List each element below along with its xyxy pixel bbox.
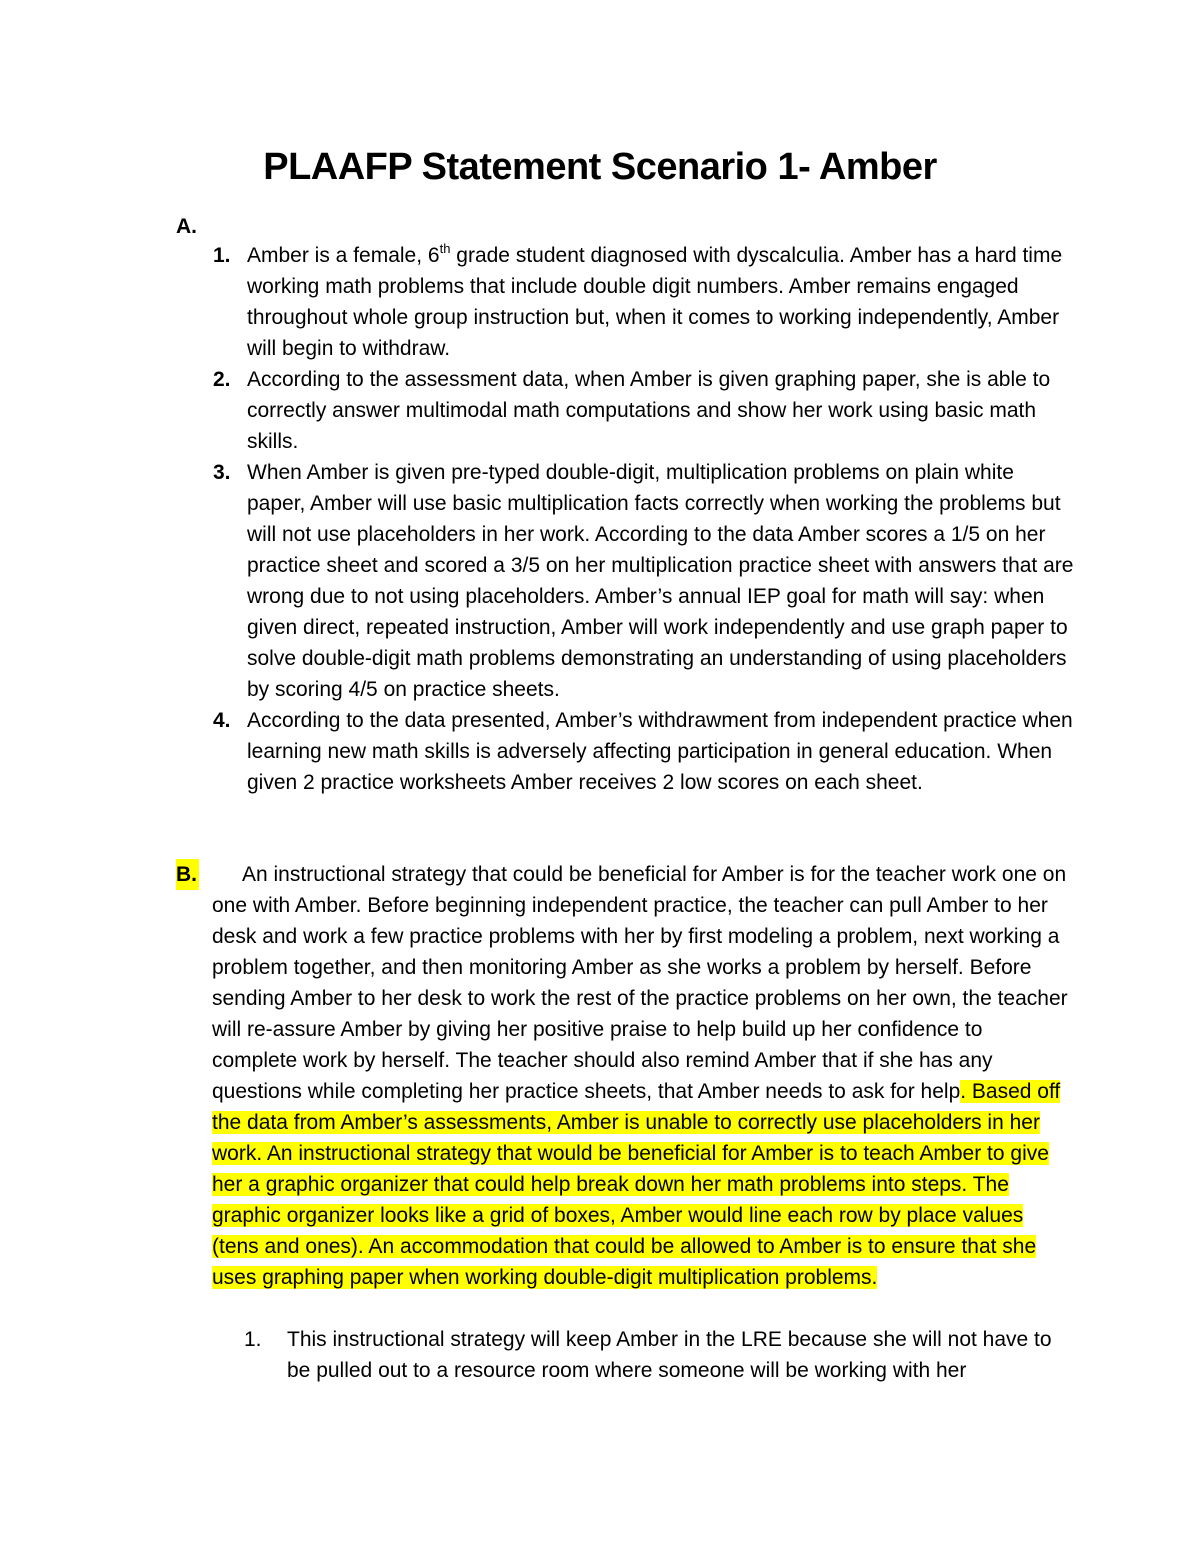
list-item-text: This instructional strategy will keep Amber in the LRE because she will not have to be pulled out to a resource room where someone will be working with her xyxy=(287,1328,1052,1382)
list-item-number: 1. xyxy=(213,244,231,267)
list-item-number: 4. xyxy=(213,709,231,732)
list-item-text: grade student diagnosed with dyscalculia. Amber has a hard time working math problems that include double digit numbers. Amber remains engaged throughout whole group instruction but, when it comes to working independently, Amber will begin to withdraw. xyxy=(247,244,1063,360)
section-b-list xyxy=(244,1324,1067,1386)
list-item-number: 1. xyxy=(244,1328,262,1351)
list-item-number: 2. xyxy=(213,368,231,391)
list-item xyxy=(244,1324,1067,1386)
highlighted-text: . Based off the data from Amber’s assessments, Amber is unable to correctly use placeholders in her work. An instructional strategy that would be beneficial for Amber is to teach Amber to give her a graphic organizer that could help break down her math problems into steps. The graphic organizer looks like a grid of boxes, Amber would line each row by place values (tens and ones). An accommodation that could be allowed to Amber is to ensure that she uses graphing paper when working double-digit multiplication problems. xyxy=(212,1080,1061,1289)
list-item-text-start: Amber is a female, 6 xyxy=(247,244,440,267)
section-a-marker: A. xyxy=(176,215,197,238)
page-title: PLAAFP Statement Scenario 1- Amber xyxy=(263,146,937,188)
list-item-number: 3. xyxy=(213,461,231,484)
list-item-text: When Amber is given pre-typed double-digit, multiplication problems on plain white paper, Amber will use basic multiplication facts correctly when working the problems but will not use placeholders in her work. According to the data Amber scores a 1/5 on her practice sheet and scored a 3/5 on her multiplication practice sheet with answers that are wrong due to not using placeholders. Amber’s annual IEP goal for math will say: when given direct, repeated instruction, Amber will work independently and use graph paper to solve double-digit math problems demonstrating an understanding of using placeholders by scoring 4/5 on practice sheets. xyxy=(247,461,1074,701)
list-item xyxy=(213,240,1077,364)
list-item xyxy=(213,364,1077,457)
superscript: th xyxy=(439,241,451,256)
list-item xyxy=(213,457,1077,705)
section-a-list xyxy=(213,240,1077,798)
list-item-text: According to the assessment data, when Amber is given graphing paper, she is able to correctly answer multimodal math computations and show her work using basic math skills. xyxy=(247,368,1051,453)
section-b-paragraph xyxy=(212,859,1070,1293)
section-b-text: An instructional strategy that could be beneficial for Amber is for the teacher work one on one with Amber. Before beginning independent practice, the teacher can pull Amber to her desk and work a few practice problems with her by first modeling a problem, next working a problem together, and then monitoring Amber as she works a problem by herself. Before sending Amber to her desk to work the rest of the practice problems on her own, the teacher will re-assure Amber by giving her positive praise to help build up her confidence to complete work by herself. The teacher should also remind Amber that if she has any questions while completing her practice sheets, that Amber needs to ask for help xyxy=(212,863,1068,1103)
list-item-text: According to the data presented, Amber’s withdrawment from independent practice when learning new math skills is adversely affecting participation in general education. When given 2 practice worksheets Amber receives 2 low scores on each sheet. xyxy=(247,709,1073,794)
section-b-marker: B. xyxy=(176,859,199,890)
list-item xyxy=(213,705,1077,798)
